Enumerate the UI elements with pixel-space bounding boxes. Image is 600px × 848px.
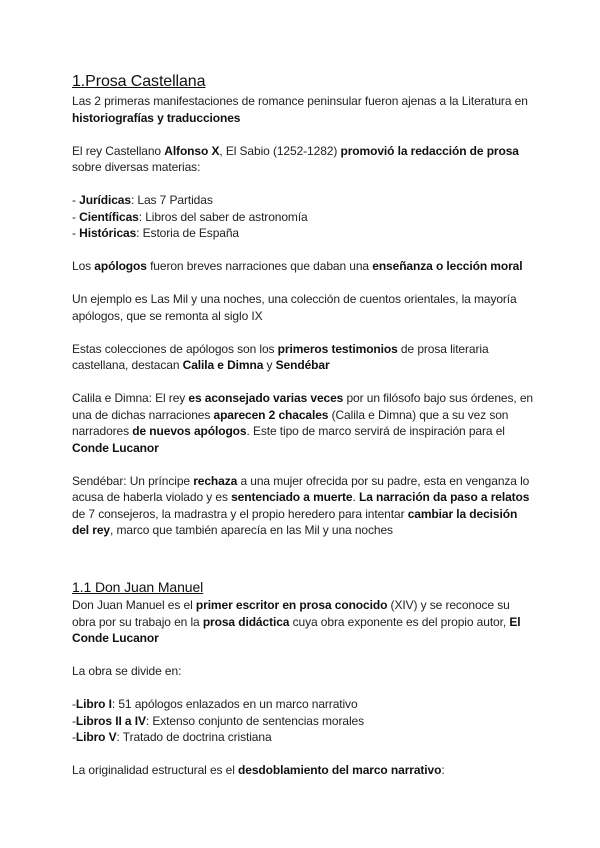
list-item-materia: - Históricas: Estoria de España — [72, 226, 240, 240]
paragraph-originalidad: La originalidad estructural es el desdoblamiento del marco narrativo: — [72, 763, 445, 777]
list-item-libro: -Libro V: Tratado de doctrina cristiana — [72, 730, 272, 744]
paragraph-colecciones: Estas colecciones de apólogos son los primeros testimonios de prosa literaria castellana, destacan Calila e Dimna y Sendébar — [72, 341, 489, 372]
paragraph-don-juan-manuel: Don Juan Manuel es el primer escritor en prosa conocido (XIV) y se reconoce su obra por su trabajo en la prosa didáctica cuya obra exponente es del propio autor, El Conde Lucanor — [72, 598, 521, 645]
list-item-libro: -Libros II a IV: Extenso conjunto de sentencias morales — [72, 713, 364, 728]
paragraph-calila: Calila e Dimna: El rey es aconsejado varias veces por un filósofo bajo sus órdenes, en una de dichas narraciones aparecen 2 chacales (Calila e Dimna) que a su vez son narradores de nuevos apólogos. Este tipo de marco servirá de inspiración para el Conde Lucanor — [72, 391, 534, 455]
document-content — [72, 71, 534, 779]
list-item-materia: - Jurídicas: Las 7 Partidas — [72, 193, 213, 207]
paragraph-apologos: Los apólogos fueron breves narraciones que daban una enseñanza o lección moral — [72, 259, 523, 273]
paragraph-divide: La obra se divide en: — [72, 664, 182, 678]
list-item-libro: -Libro I: 51 apólogos enlazados en un marco narrativo — [72, 697, 358, 711]
section-title-prosa-castellana: 1.Prosa Castellana — [72, 73, 206, 90]
paragraph-ejemplo: Un ejemplo es Las Mil y una noches, una colección de cuentos orientales, la mayoría apólogos, que se remonta al siglo IX — [72, 292, 517, 323]
paragraph-alfonso: El rey Castellano Alfonso X, El Sabio (1252-1282) promovió la redacción de prosa sobre diversas materias: — [72, 143, 519, 174]
paragraph-sendebar: Sendébar: Un príncipe rechaza a una mujer ofrecida por su padre, esta en venganza lo acusa de haberla violado y es sentenciado a muerte. La narración da paso a relatos de 7 consejeros, la madrastra y el propio heredero para intentar cambiar la decisión del rey, marco que también aparecía en las Mil y una noches — [72, 473, 530, 537]
section-title-don-juan-manuel: 1.1 Don Juan Manuel — [72, 579, 204, 595]
paragraph-intro: Las 2 primeras manifestaciones de romance peninsular fueron ajenas a la Literatura en historiografías y traducciones — [72, 94, 528, 125]
list-item-materia: - Científicas: Libros del saber de astronomía — [72, 209, 308, 224]
